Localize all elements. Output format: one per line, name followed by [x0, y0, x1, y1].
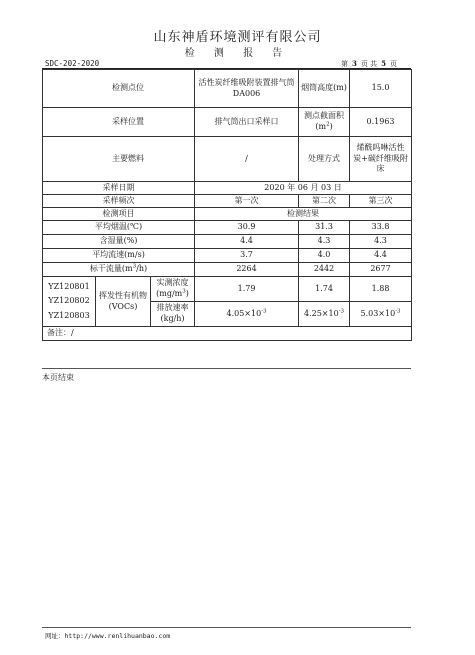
point-value: 活性炭纤维吸附装置排气筒DA006 [195, 70, 299, 108]
table-row [43, 208, 412, 221]
website: 网址：http://www.renlihuanbao.com [45, 632, 171, 640]
section-area-unit: (m [315, 122, 327, 131]
rate-1-mant: 4.05×10 [226, 308, 262, 318]
section-area-label [299, 108, 350, 137]
velocity-3: 4.4 [350, 249, 412, 263]
table-row [43, 249, 412, 263]
sample-id-2: YZ120802 [48, 296, 90, 306]
date-label: 采样日期 [43, 182, 195, 195]
sample-id-3: YZ120803 [48, 310, 90, 320]
treatment-label: 处理方式 [299, 137, 350, 182]
conc-1: 1.79 [195, 277, 299, 302]
stack-height-value: 15.0 [350, 70, 412, 108]
table-row [43, 263, 412, 277]
conc-unit-sup: 3 [182, 288, 186, 295]
flow-3: 2677 [350, 263, 412, 277]
table-row [43, 327, 412, 341]
flow-label-end: /h) [136, 264, 148, 274]
rate-label-text: 排放速率 [156, 303, 189, 313]
section-area-unit-sup: 2 [326, 121, 330, 128]
sample-position-value: 排气筒出口采样口 [195, 108, 299, 137]
freq-3: 第三次 [350, 195, 412, 208]
moisture-3: 4.3 [350, 235, 412, 249]
point-label: 检测点位 [43, 70, 195, 108]
page-current: 3 [352, 59, 357, 68]
footer-rule [42, 627, 411, 628]
report-subtitle: 检 测 报 告 [184, 48, 291, 59]
velocity-label: 平均流速(m/s) [43, 249, 195, 263]
conc-unit-end: ) [185, 289, 189, 298]
date-value: 2020 年 06 月 03 日 [195, 182, 412, 195]
rate-3 [350, 302, 412, 327]
table-row [43, 70, 412, 108]
report-table [42, 69, 412, 341]
rate-1-exp: -3 [261, 307, 267, 314]
temp-2: 31.3 [299, 221, 350, 235]
table-row [43, 277, 412, 302]
page-suffix: 页 [389, 60, 397, 68]
flow-label-text: 标干流量(m [89, 264, 133, 274]
flow-label-sup: 3 [132, 263, 137, 270]
freq-2: 第二次 [299, 195, 350, 208]
conc-3: 1.88 [350, 277, 412, 302]
freq-1: 第一次 [195, 195, 299, 208]
rate-unit: (kg/h) [160, 314, 185, 323]
sample-id-1: YZ120801 [48, 281, 90, 291]
conc-unit: (mg/m [156, 289, 183, 298]
moisture-label: 含湿量(%) [43, 235, 195, 249]
fuel-value: / [195, 137, 299, 182]
sample-ids [43, 277, 96, 327]
moisture-1: 4.4 [195, 235, 299, 249]
treatment-value: 烯酰吗啉活性炭+碳纤维吸附床 [350, 137, 412, 182]
voc-label: 挥发性有机物(VOCs) [96, 277, 151, 327]
page-prefix: 第 [341, 60, 348, 68]
report-code: SDC-202-2020 [45, 59, 100, 68]
flow-2: 2442 [299, 263, 350, 277]
end-note: 本页结束 [42, 373, 74, 382]
table-row [43, 108, 412, 137]
conc-label [151, 277, 195, 302]
fuel-label: 主要燃料 [43, 137, 195, 182]
end-rule [42, 368, 411, 369]
temp-3: 33.8 [350, 221, 412, 235]
rate-3-exp: -3 [395, 307, 401, 314]
section-area-value: 0.1963 [350, 108, 412, 137]
section-area-text: 测点截面积 [304, 111, 345, 121]
section-area-unit-end: ) [329, 122, 333, 131]
table-row [43, 235, 412, 249]
stack-height-label: 烟筒高度(m) [299, 70, 350, 108]
moisture-2: 4.3 [299, 235, 350, 249]
rate-label [151, 302, 195, 327]
result-label: 检测结果 [195, 208, 412, 221]
page-middle: 页 共 [360, 60, 378, 68]
freq-label: 采样频次 [43, 195, 195, 208]
sample-position-label: 采样位置 [43, 108, 195, 137]
temp-label: 平均烟温(℃) [43, 221, 195, 235]
table-row [43, 137, 412, 182]
temp-1: 30.9 [195, 221, 299, 235]
rate-2-exp: -3 [338, 307, 345, 314]
rate-2 [299, 302, 350, 327]
flow-label [43, 263, 195, 277]
page-total: 5 [381, 59, 386, 68]
remarks: 备注：/ [43, 327, 412, 341]
table-row [43, 182, 412, 195]
velocity-1: 3.7 [195, 249, 299, 263]
conc-label-text: 实测浓度 [156, 278, 189, 288]
rate-3-mant: 5.03×10 [360, 308, 396, 318]
table-row [43, 195, 412, 208]
item-label: 检测项目 [43, 208, 195, 221]
rate-1 [195, 302, 299, 327]
company-name: 山东神盾环境测评有限公司 [153, 30, 322, 45]
conc-2: 1.74 [299, 277, 350, 302]
rate-2-mant: 4.25×10 [303, 308, 339, 318]
velocity-2: 4.0 [299, 249, 350, 263]
table-row [43, 221, 412, 235]
flow-1: 2264 [195, 263, 299, 277]
